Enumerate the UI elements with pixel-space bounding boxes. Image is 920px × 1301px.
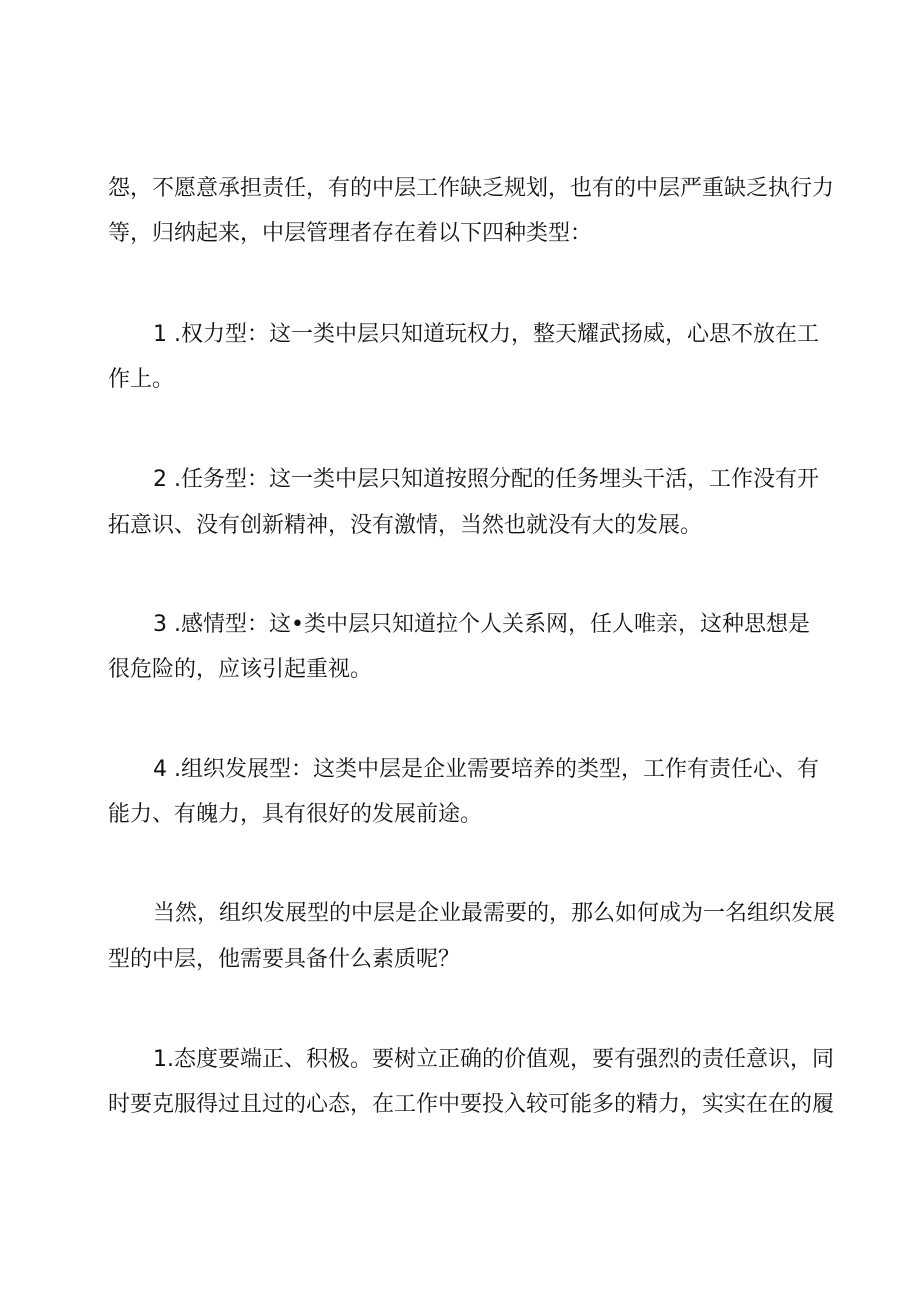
paragraph-line: 型的中层，他需要具备什么素质呢？ (108, 947, 461, 972)
paragraph-line: 时要克服得过且过的心态，在工作中要投入较可能多的精力，实实在在的履 (108, 1092, 835, 1117)
list-item-line: 4 .组织发展型：这类中层是企业需要培养的类型，工作有责任心、有 (153, 757, 819, 782)
list-item-line: 能力、有魄力，具有很好的发展前途。 (108, 802, 483, 827)
list-item-line: 拓意识、没有创新精神，没有激情，当然也就没有大的发展。 (108, 513, 703, 538)
list-item-line: 2 .任务型：这一类中层只知道按照分配的任务埋头干活，工作没有开 (153, 467, 819, 492)
list-item-line: 很危险的，应该引起重视。 (108, 657, 373, 682)
list-item-line: 作上。 (108, 367, 175, 392)
paragraph-line: 等，归纳起来，中层管理者存在着以下四种类型： (108, 221, 593, 246)
paragraph-line: 怨，不愿意承担责任，有的中层工作缺乏规划，也有的中层严重缺乏执行力 (108, 176, 835, 201)
paragraph-line: 1.态度要端正、积极。要树立正确的价值观，要有强烈的责任意识，同 (153, 1047, 834, 1072)
paragraph-line: 当然，组织发展型的中层是企业最需要的，那么如何成为一名组织发展 (153, 901, 836, 926)
list-item-line: 1 .权力型：这一类中层只知道玩权力，整天耀武扬威，心思不放在工 (153, 322, 819, 347)
list-item-line: 3 .感情型：这•类中层只知道拉个人关系网，任人唯亲，这种思想是 (153, 612, 810, 637)
